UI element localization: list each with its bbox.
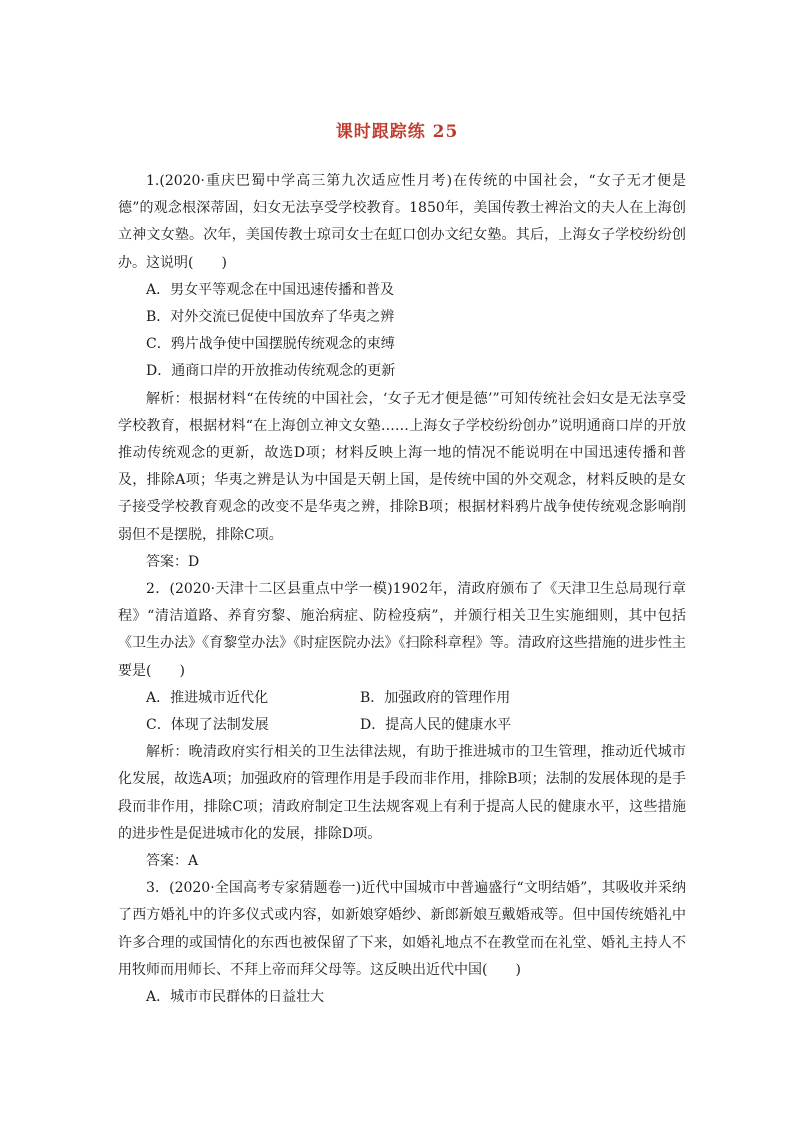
- analysis-text: 解析：根据材料“在传统的中国社会，‘女子无才便是德’”可知传统社会妇女是无法享受学校教育，根据材料“在上海创立神文女塾……上海女子学校纷纷创办”说明通商口岸的开放推动传统观念的更新，故选D项；材料反映上海一地的情况不能说明在中国迅速传播和普及，排除A项；华夷之辨是认为中国是天朝上国，是传统中国的外交观念，材料反映的是女子接受学校教育观念的改变不是华夷之辨，排除B项；根据材料鸦片战争使传统观念影响削弱但不是摆脱，排除C项。: [118, 390, 686, 543]
- question-3: [118, 875, 686, 1011]
- page-title: 课时跟踪练 25: [335, 122, 459, 142]
- question-stem: 2．(2020·天津十二区县重点中学一模)1902年，清政府颁布了《天津卫生总局现行章程》“清洁道路、养育穷黎、施治病症、防检疫病”，并颁行相关卫生实施细则，其中包括《卫生办法》《育黎堂办法》《时症医院办法》《扫除科章程》等。清政府这些措施的进步性主要是( ): [118, 581, 686, 679]
- question-1: [118, 168, 686, 576]
- option-a: A．城市市民群体的日益壮大: [146, 989, 325, 1006]
- question-list: [118, 168, 686, 1011]
- option-d: D．提高人民的健康水平: [360, 717, 512, 734]
- option-c: C．体现了法制发展: [146, 717, 269, 734]
- option-b: B．对外交流已促使中国放弃了华夷之辨: [146, 309, 395, 326]
- analysis-text: 解析：晚清政府实行相关的卫生法律法规，有助于推进城市的卫生管理，推动近代城市化发展，故选A项；加强政府的管理作用是手段而非作用，排除B项；法制的发展体现的是手段而非作用，排除C项；清政府制定卫生法规客观上有利于提高人民的健康水平，这些措施的进步性是促进城市化的发展，排除D项。: [118, 744, 686, 842]
- question-2: [118, 576, 686, 875]
- option-c: C．鸦片战争使中国摆脱传统观念的束缚: [146, 336, 395, 353]
- option-d: D．通商口岸的开放推动传统观念的更新: [146, 363, 396, 380]
- answer-text: 答案：D: [146, 553, 200, 570]
- option-row: [118, 712, 686, 739]
- option-row: [118, 685, 686, 712]
- option-a: A．男女平等观念在中国迅速传播和普及: [146, 281, 395, 298]
- question-stem: 1.(2020·重庆巴蜀中学高三第九次适应性月考)在传统的中国社会，“女子无才便是德”的观念根深蒂固，妇女无法享受学校教育。1850年，美国传教士裨治文的夫人在上海创立神文女塾。次年，美国传教士琼司女士在虹口创办文纪女塾。其后，上海女子学校纷纷创办。这说明( ): [118, 173, 686, 271]
- option-b: B．加强政府的管理作用: [360, 689, 511, 706]
- answer-text: 答案：A: [146, 853, 199, 870]
- option-a: A．推进城市近代化: [146, 689, 269, 706]
- question-stem: 3．(2020·全国高考专家猜题卷一)近代中国城市中普遍盛行“文明结婚”，其吸收并采纳了西方婚礼中的许多仪式或内容，如新娘穿婚纱、新郎新娘互戴婚戒等。但中国传统婚礼中许多合理的或国情化的东西也被保留了下来，如婚礼地点不在教堂而在礼堂、婚礼主持人不用牧师而用师长、不拜上帝而拜父母等。这反映出近代中国( ): [118, 880, 686, 978]
